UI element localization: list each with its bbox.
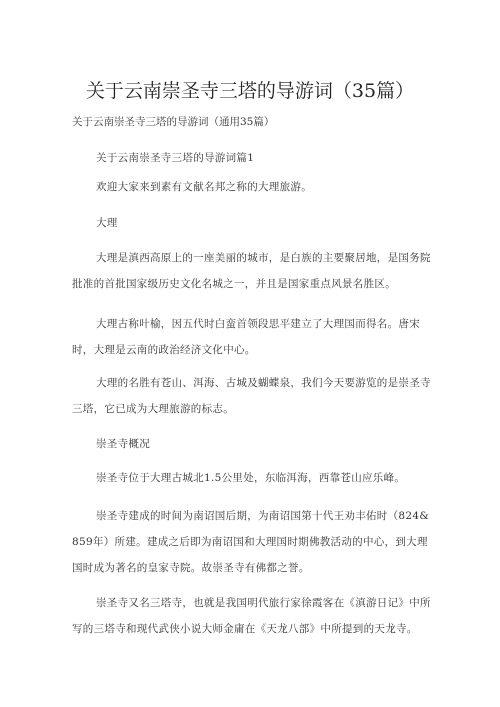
paragraph: 大理是滇西高原上的一座美丽的城市，是白族的主要聚居地，是国务院批准的首批国家级历史文化名城之一，并且是国家重点风景名胜区。 xyxy=(72,252,431,290)
paragraph: 大理古称叶榆，因五代时白蛮首领段思平建立了大理国而得名。唐宋时，大理是云南的政治经济文化中心。 xyxy=(72,318,420,356)
paragraph: 大理的名胜有苍山、洱海、古城及蝴蝶泉，我们今天要游览的是崇圣寺三塔，它已成为大理旅游的标志。 xyxy=(72,377,431,415)
section-heading: 崇圣寺概况 xyxy=(96,438,150,450)
section-heading: 关于云南崇圣寺三塔的导游词篇1 xyxy=(96,152,255,164)
paragraph: 欢迎大家来到素有文献名邦之称的大理旅游。 xyxy=(96,181,312,193)
document-title: 关于云南崇圣寺三塔的导游词（35篇） xyxy=(85,80,415,102)
paragraph: 崇圣寺建成的时间为南诏国后期，为南诏国第十代王劝丰佑时（824&859年）所建。建成之后即为南诏国和大理国时期佛教活动的中心，到大理国时成为著名的皇家寺院。故崇圣寺有佛都之誉。 xyxy=(72,510,429,574)
document-subtitle: 关于云南崇圣寺三塔的导游词（通用35篇） xyxy=(72,116,275,128)
paragraph: 崇圣寺又名三塔寺，也就是我国明代旅行家徐霞客在《滇游日记》中所写的三塔寺和现代武侠小说大师金庸在《天龙八部》中所提到的天龙寺。 xyxy=(72,597,431,635)
section-heading: 大理 xyxy=(96,217,118,229)
paragraph: 崇圣寺位于大理古城北1.5公里处，东临洱海，西靠苍山应乐峰。 xyxy=(96,472,406,484)
